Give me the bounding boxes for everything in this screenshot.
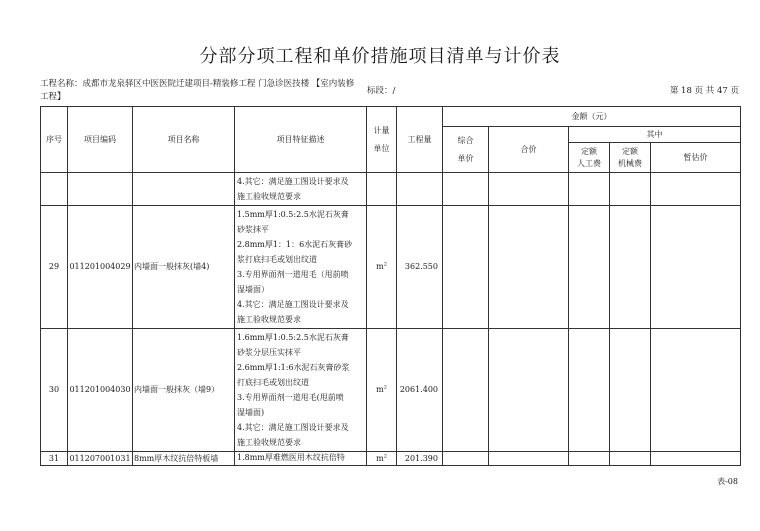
page-title: 分部分项工程和单价措施项目清单与计价表 [199,46,561,67]
header-unit: 计量 单位 [367,107,397,173]
header-desc: 项目特征描述 [235,107,367,173]
header-total: 合价 [489,127,569,173]
header-seq: 序号 [41,107,68,173]
row-unit: $m^2$ [367,452,397,466]
table-row: 29 011201004029 内墙面一般抹灰(墙4) 1.5mm厚1:0.5:2.5水泥石灰膏 砂浆抹平 2.8mm厚1：1：6水泥石灰膏砂 浆打底扫毛或划出纹道 3.专用界面剂一道甩毛（甩前喷 湿墙面） 4.其它：满足施工图设计要求及 施工验收规范要求 $m^2$ 362.550 [41,206,741,329]
row-unit: $m^2$ [367,329,397,452]
header-qty: 工程量 [397,107,443,173]
project-name: 工程名称：成都市龙泉驿区中医医院迁建项目-精装修工程 门急诊医技楼 【室内装修工程】 [40,79,355,102]
form-number: 表-08 [717,477,738,486]
header-code: 项目编码 [68,107,133,173]
header-unit-price: 综合 单价 [443,127,489,173]
header-provisional: 暂估价 [651,143,741,173]
header-labor: 定额 人工费 [569,143,610,173]
section-label: 标段：/ [367,86,396,96]
header-machine: 定额 机械费 [610,143,651,173]
page-info: 第 18 页 共 47 页 [669,86,739,96]
table-row: 30 011201004030 内墙面一般抹灰（墙9） 1.6mm厚1:0.5:2.5水泥石灰膏 砂浆分层压实抹平 2.6mm厚1:1:6水泥石灰膏砂浆 打底扫毛或划出纹道 3.专用界面剂一道甩毛(甩前喷 湿墙面) 4.其它：满足施工图设计要求及 施工验收规范要求 $m^2$ 2061.400 [41,329,741,452]
row-desc: 1.8mm厚难燃医用木纹抗倍特 [235,452,367,466]
row-desc: 1.6mm厚1:0.5:2.5水泥石灰膏 砂浆分层压实抹平 2.6mm厚1:1:6水泥石灰膏砂浆 打底扫毛或划出纹道 3.专用界面剂一道甩毛(甩前喷 湿墙面) 4.其它：满足施工图设计要求及 施工验收规范要求 [235,329,367,452]
header-amount: 金额（元） [443,107,741,127]
table-row [41,173,741,206]
pricing-table [40,106,741,466]
table-row: 31 011207001031 8mm厚木纹抗倍特板墙 1.8mm厚难燃医用木纹抗倍特 $m^2$ 201.390 [41,452,741,466]
header-name: 项目名称 [133,107,235,173]
row-desc: 4.其它：满足施工图设计要求及 施工验收规范要求 [235,173,367,206]
row-unit: $m^2$ [367,206,397,329]
header-among: 其中 [569,127,741,143]
row-desc: 1.5mm厚1:0.5:2.5水泥石灰膏 砂浆抹平 2.8mm厚1：1：6水泥石灰膏砂 浆打底扫毛或划出纹道 3.专用界面剂一道甩毛（甩前喷 湿墙面） 4.其它：满足施工图设计要求及 施工验收规范要求 [235,206,367,329]
